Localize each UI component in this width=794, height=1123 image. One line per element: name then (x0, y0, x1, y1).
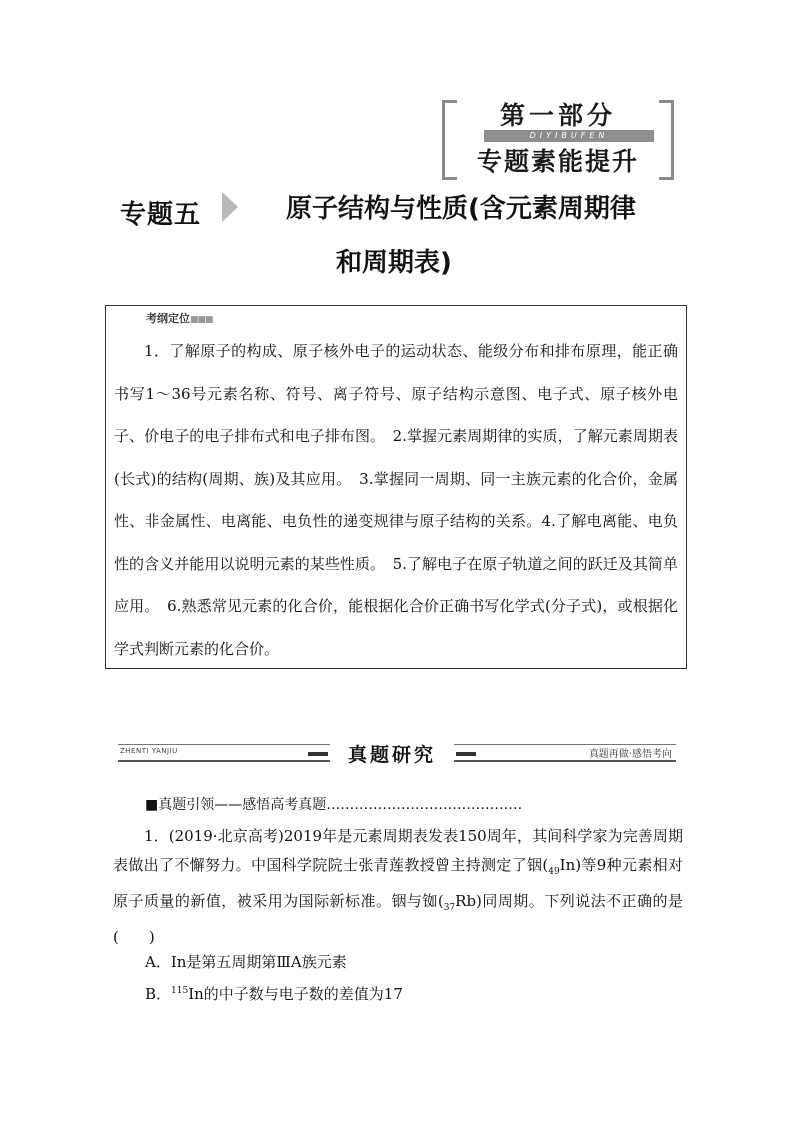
option-b: B．$^{115}$In的中子数与电子数的差值为17 (145, 985, 403, 1003)
arrow-icon (222, 192, 238, 222)
question-1: 1．(2019·北京高考)2019年是元素周期表发表150周年，其间科学家为完善周期表做出了不懈努力。中国科学院院士张青莲教授曾主持测定了铟$(_{49}In)$等9种元素相对原子质量的新值，被采用为国际新标准。铟与铷$(_{37}Rb)$同周期。下列说法不正确的是( ) (113, 827, 683, 946)
part-subtitle: 专题素能提升 (476, 147, 639, 176)
part-title: 第一部分 (499, 101, 616, 130)
topic-title-line2: 和周期表) (336, 248, 452, 278)
section-bar (118, 743, 676, 766)
syllabus-box (105, 305, 687, 669)
lead-line: ■真题引领——感悟高考真题…………………………………… (145, 797, 523, 813)
section-pinyin: ZHENTI YANJIU (120, 747, 178, 755)
section-title: 真题研究 (330, 740, 454, 764)
option-a: A．In是第五周期第ⅢA族元素 (145, 953, 347, 971)
part-pinyin: DIYIBUFEN (484, 130, 654, 142)
divider (308, 752, 328, 756)
topic-title-line1: 原子结构与性质(含元素周期律 (286, 194, 636, 224)
divider (456, 752, 476, 756)
right-bracket (659, 100, 674, 180)
syllabus-label: 考纲定位■■■ (146, 312, 213, 325)
topic-number: 专题五 (120, 200, 202, 230)
left-bracket (442, 100, 457, 180)
part-header (442, 96, 674, 180)
section-subtitle: 真题再做·感悟考向 (588, 749, 672, 760)
syllabus-text: 1．了解原子的构成、原子核外电子的运动状态、能级分布和排布原理，能正确书写1～36号元素名称、符号、离子符号、原子结构示意图、电子式、原子核外电子、价电子的电子排布式和电子排布图。 2.掌握元素周期律的实质，了解元素周期表(长式)的结构(周期、族)及其应用。 3.掌握同一周期、同一主族元素的化合价，金属性、非金属性、电离能、电负性的递变规律与原子结构的关系。4.了解电离能、电负性的含义并能用以说明元素的某些性质。 5.了解电子在原子轨道之间的跃迁及其简单应用。 6.熟悉常见元素的化合价，能根据化合价正确书写化学式(分子式)，或根据化学式判断元素的化合价。 (114, 342, 678, 658)
